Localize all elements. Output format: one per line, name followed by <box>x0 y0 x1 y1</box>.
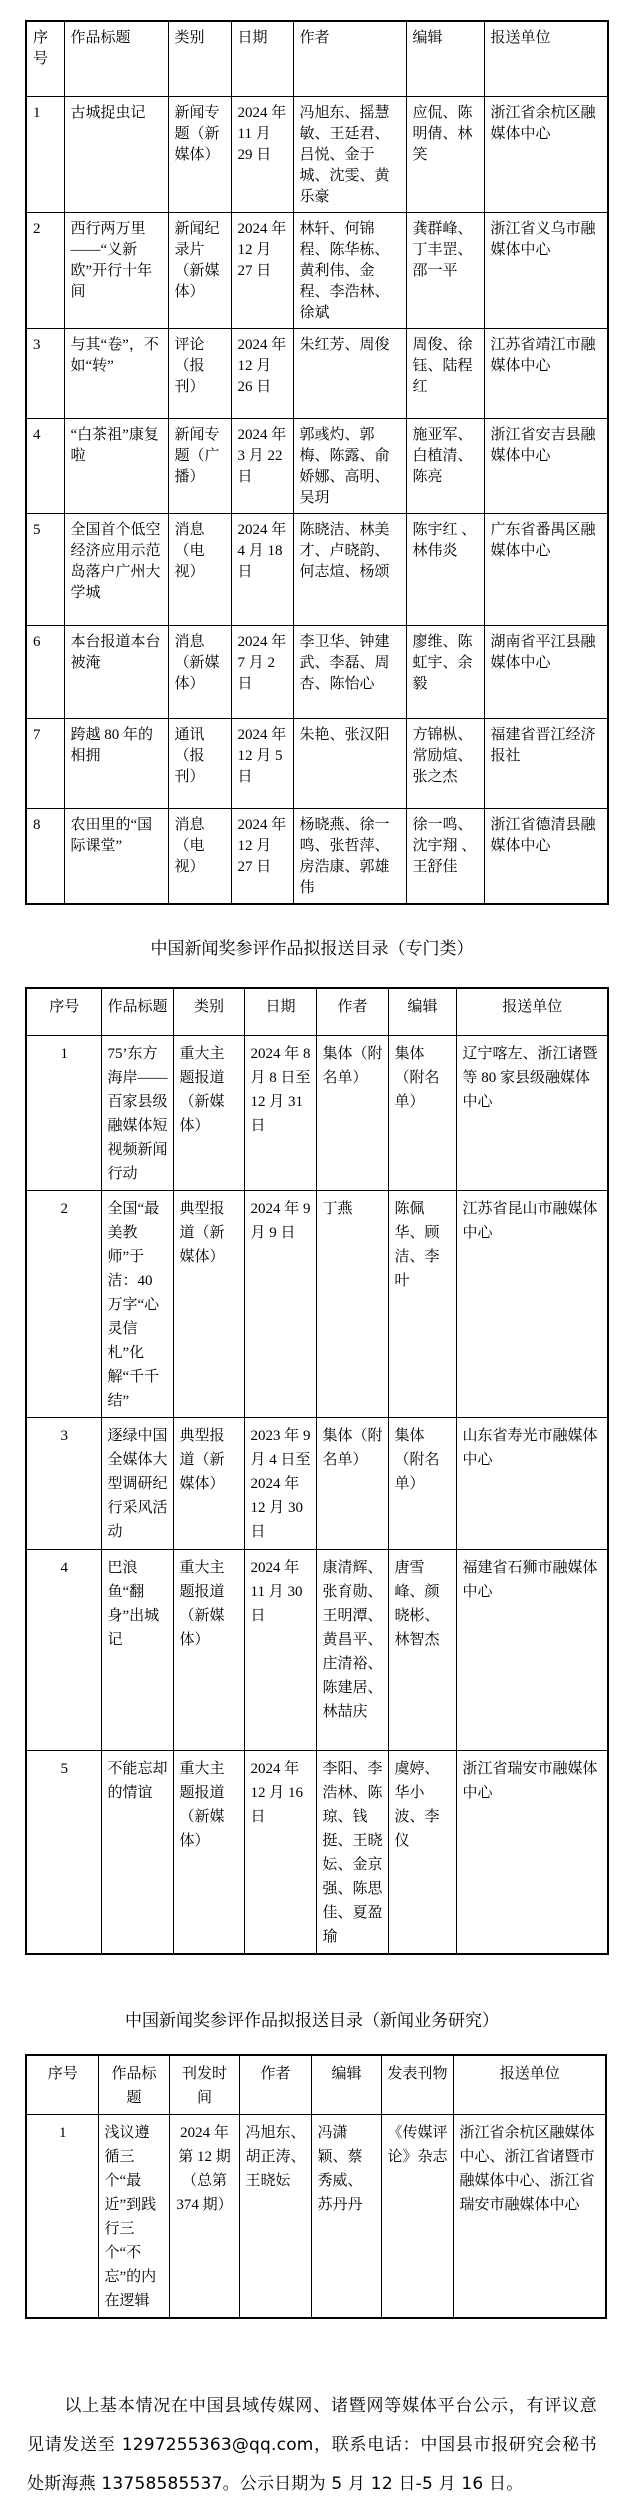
table-cell: 朱艳、张汉阳 <box>293 718 406 808</box>
table-cell: 本台报道本台被淹 <box>64 625 168 718</box>
table-cell: 西行两万里——“义新欧”开行十年间 <box>64 212 168 328</box>
table-research-works <box>25 2054 607 2319</box>
table-cell: 李卫华、钟建武、李磊、周杏、陈怡心 <box>293 625 406 718</box>
column-header: 作品标题 <box>98 2055 169 2115</box>
table-cell: 江苏省靖江市融媒体中心 <box>484 328 608 418</box>
table-cell: 丁燕 <box>316 1191 388 1418</box>
table-cell: 新闻专题（新媒体） <box>168 96 231 212</box>
table-cell: 廖维、陈虹宇、余毅 <box>406 625 484 718</box>
table-cell: 福建省石狮市融媒体中心 <box>456 1550 608 1751</box>
table-cell: 徐一鸣、沈宇翔 、王舒佳 <box>406 808 484 904</box>
table-cell: 7 <box>26 718 64 808</box>
table-cell: 1 <box>26 96 64 212</box>
column-header: 作品标题 <box>101 988 173 1036</box>
table-row <box>26 718 608 808</box>
table-cell: 跨越 80 年的相拥 <box>64 718 168 808</box>
column-header: 报送单位 <box>456 988 608 1036</box>
table-cell: 施亚军、白植清、陈亮 <box>406 418 484 513</box>
table-cell: 与其“卷”，不如“转” <box>64 328 168 418</box>
table-cell: 林轩、何锦程、陈华栋、黄利伟、金程、李浩林、徐斌 <box>293 212 406 328</box>
table-row <box>26 625 608 718</box>
column-header: 作者 <box>293 21 406 96</box>
header-row <box>26 21 608 96</box>
column-header: 编辑 <box>406 21 484 96</box>
table-cell: 不能忘却的情谊 <box>101 1751 173 1955</box>
column-header: 作者 <box>316 988 388 1036</box>
table-cell: 集体（附名单） <box>388 1418 456 1550</box>
column-header: 报送单位 <box>484 21 608 96</box>
table-cell: 2024 年 12 月 27 日 <box>231 808 293 904</box>
table-row <box>26 2115 606 2319</box>
table-cell: 广东省番禺区融媒体中心 <box>484 513 608 625</box>
table-cell: 陈佩华、顾洁、李叶 <box>388 1191 456 1418</box>
table-cell: 陈晓洁、林美才、卢晓韵、何志煊、杨颂 <box>293 513 406 625</box>
table-row <box>26 212 608 328</box>
table-cell: 杨晓燕、徐一鸣、张哲萍、房浩康、郭雄伟 <box>293 808 406 904</box>
table-cell: 2024 年 12 月 16 日 <box>244 1751 316 1955</box>
column-header: 编辑 <box>311 2055 381 2115</box>
table-cell: 3 <box>26 1418 101 1550</box>
table-cell: 2 <box>26 1191 101 1418</box>
table-cell: 75’东方海岸——百家县级融媒体短视频新闻行动 <box>101 1036 173 1191</box>
table-cell: 全国首个低空经济应用示范岛落户广州大学城 <box>64 513 168 625</box>
table-cell: 浙江省余杭区融媒体中心 <box>484 96 608 212</box>
table-cell: 2024 年 12 月 5 日 <box>231 718 293 808</box>
table-cell: 郭彧灼、郭梅、陈露、俞娇娜、高明、吴玥 <box>293 418 406 513</box>
table-row <box>26 1418 608 1550</box>
table-cell: 龚群峰、丁丰罡、邵一平 <box>406 212 484 328</box>
table-cell: 2024 年第 12 期（总第 374 期） <box>169 2115 239 2319</box>
table-cell: 湖南省平江县融媒体中心 <box>484 625 608 718</box>
table-cell: 消息（电视） <box>168 808 231 904</box>
table-cell: “白茶祖”康复啦 <box>64 418 168 513</box>
header-row <box>26 2055 606 2115</box>
table-cell: 新闻纪录片（新媒体） <box>168 212 231 328</box>
column-header: 日期 <box>244 988 316 1036</box>
table-cell: 浙江省余杭区融媒体中心、浙江省诸暨市融媒体中心、浙江省瑞安市融媒体中心 <box>453 2115 606 2319</box>
table-cell: 5 <box>26 1751 101 1955</box>
column-header: 类别 <box>173 988 244 1036</box>
column-header: 作品标题 <box>64 21 168 96</box>
table-cell: 2 <box>26 212 64 328</box>
table-cell: 康清辉、张育勋、王明潭、黄昌平、庄清裕、陈建居、林喆庆 <box>316 1550 388 1751</box>
table-cell: 3 <box>26 328 64 418</box>
table-cell: 1 <box>26 1036 101 1191</box>
table-cell: 通讯（报刊） <box>168 718 231 808</box>
table-cell: 陈宇红 、林伟炎 <box>406 513 484 625</box>
table-row <box>26 1191 608 1418</box>
table-cell: 冯旭东、摇慧敏、王廷君、吕悦、金于城、沈雯、黄乐豪 <box>293 96 406 212</box>
table-cell: 2024 年 9 月 9 日 <box>244 1191 316 1418</box>
table-cell: 1 <box>26 2115 98 2319</box>
column-header: 日期 <box>231 21 293 96</box>
table-row <box>26 1550 608 1751</box>
table-cell: 山东省寿光市融媒体中心 <box>456 1418 608 1550</box>
column-header: 类别 <box>168 21 231 96</box>
column-header: 作者 <box>239 2055 311 2115</box>
table-cell: 评论（报刊） <box>168 328 231 418</box>
table-cell: 典型报道（新媒体） <box>173 1191 244 1418</box>
table-row <box>26 328 608 418</box>
table-cell: 消息（新媒体） <box>168 625 231 718</box>
table-cell: 方锦枞、常励煊、张之杰 <box>406 718 484 808</box>
table-cell: 浙江省德清县融媒体中心 <box>484 808 608 904</box>
table-cell: 浙江省义乌市融媒体中心 <box>484 212 608 328</box>
table-cell: 集体（附名单） <box>316 1036 388 1191</box>
table-cell: 逐绿中国全媒体大型调研纪行采风活动 <box>101 1418 173 1550</box>
column-header: 发表刊物 <box>381 2055 453 2115</box>
column-header: 刊发时间 <box>169 2055 239 2115</box>
section-title-special-category: 中国新闻奖参评作品拟报送目录（专门类） <box>150 938 474 958</box>
table-cell: 李阳、李浩林、陈琼、钱挺、王晓妘、金京强、陈思佳、夏盈瑜 <box>316 1751 388 1955</box>
table-cell: 朱红芳、周俊 <box>293 328 406 418</box>
table-cell: 冯潇颖、蔡秀威、苏丹丹 <box>311 2115 381 2319</box>
table-cell: 集体（附名单） <box>316 1418 388 1550</box>
table-cell: 辽宁喀左、浙江诸暨等 80 家县级融媒体中心 <box>456 1036 608 1191</box>
table-cell: 周俊、徐钰、陆程红 <box>406 328 484 418</box>
table-cell: 2024 年 3 月 22 日 <box>231 418 293 513</box>
table-cell: 全国“最美教师”于洁：40 万字“心灵信札”化解“千千结” <box>101 1191 173 1418</box>
table-cell: 4 <box>26 418 64 513</box>
column-header: 编辑 <box>388 988 456 1036</box>
table-cell: 重大主题报道（新媒体） <box>173 1751 244 1955</box>
table-cell: 2024 年 4 月 18 日 <box>231 513 293 625</box>
table-cell: 集体（附名单） <box>388 1036 456 1191</box>
table-cell: 8 <box>26 808 64 904</box>
table-cell: 2024 年 11 月 30 日 <box>244 1550 316 1751</box>
table-cell: 浙江省安吉县融媒体中心 <box>484 418 608 513</box>
table-row <box>26 808 608 904</box>
column-header: 序号 <box>26 2055 98 2115</box>
table-cell: 2024 年 12 月 26 日 <box>231 328 293 418</box>
table-cell: 新闻专题（广播） <box>168 418 231 513</box>
table-cell: 冯旭东、胡正涛、王晓妘 <box>239 2115 311 2319</box>
public-notice-text: 以上基本情况在中国县域传媒网、诸暨网等媒体平台公示，有评议意见请发送至 1297255363@qq.com，联系电话：中国县市报研究会秘书处斯海燕 13758585537。公示日期为 5 月 12 日-5 月 16 日。 <box>27 2396 597 2494</box>
column-header: 报送单位 <box>453 2055 606 2115</box>
table-special-works <box>25 987 609 1956</box>
table-cell: 巴浪鱼“翻身”出城记 <box>101 1550 173 1751</box>
table-row <box>26 96 608 212</box>
table-cell: 虞婷、华小波、李仪 <box>388 1751 456 1955</box>
table-cell: 唐雪峰、颜晓彬、林智杰 <box>388 1550 456 1751</box>
table-cell: 4 <box>26 1550 101 1751</box>
table-cell: 江苏省昆山市融媒体中心 <box>456 1191 608 1418</box>
header-row <box>26 988 608 1036</box>
table-cell: 2024 年 11 月 29 日 <box>231 96 293 212</box>
table-cell: 2024 年 12 月 27 日 <box>231 212 293 328</box>
table-cell: 重大主题报道（新媒体） <box>173 1036 244 1191</box>
table-cell: 2024 年 7 月 2 日 <box>231 625 293 718</box>
table-row <box>26 513 608 625</box>
table-row <box>26 1751 608 1955</box>
column-header: 序号 <box>26 988 101 1036</box>
table-cell: 浙江省瑞安市融媒体中心 <box>456 1751 608 1955</box>
table-cell: 消息（电视） <box>168 513 231 625</box>
table-cell: 典型报道（新媒体） <box>173 1418 244 1550</box>
table-row <box>26 418 608 513</box>
table-row <box>26 1036 608 1191</box>
table-cell: 福建省晋江经济报社 <box>484 718 608 808</box>
table-cell: 5 <box>26 513 64 625</box>
table-cell: 应侃、陈明倩、林笑 <box>406 96 484 212</box>
table-cell: 农田里的“国际课堂” <box>64 808 168 904</box>
table-cell: 浅议遵循三个“最近”到践行三个“不忘”的内在逻辑 <box>98 2115 169 2319</box>
table-cell: 2024 年 8 月 8 日至 12 月 31 日 <box>244 1036 316 1191</box>
table-regular-works <box>25 20 609 905</box>
table-cell: 6 <box>26 625 64 718</box>
table-cell: 2023 年 9 月 4 日至 2024 年 12 月 30 日 <box>244 1418 316 1550</box>
table-cell: 《传媒评论》杂志 <box>381 2115 453 2319</box>
section-title-research-category: 中国新闻奖参评作品拟报送目录（新闻业务研究） <box>125 2011 499 2030</box>
table-cell: 重大主题报道（新媒体） <box>173 1550 244 1751</box>
table-cell: 古城捉虫记 <box>64 96 168 212</box>
column-header: 序号 <box>26 21 64 96</box>
